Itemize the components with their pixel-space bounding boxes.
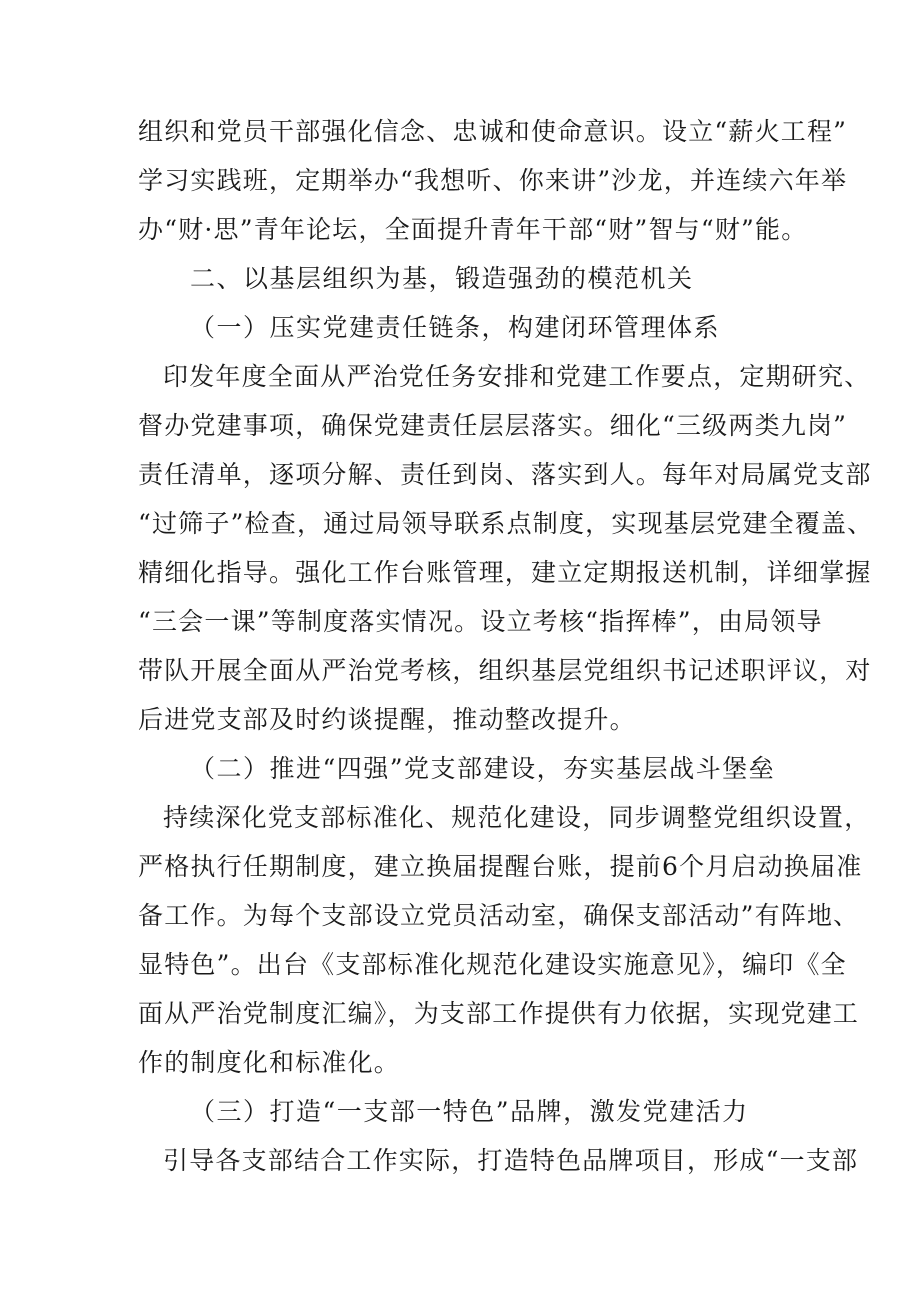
subsection-heading: （一）压实党建责任链条，构建闭环管理体系 bbox=[190, 313, 721, 342]
section-heading: 二、以基层组织为基，锻造强劲的模范机关 bbox=[190, 264, 694, 293]
body-text-line: 印发年度全面从严治党任务安排和党建工作要点，定期研究、 bbox=[163, 362, 871, 391]
body-text-line: 后进党支部及时约谈提醒，推动整改提升。 bbox=[138, 705, 636, 734]
subsection-heading: （三）打造“一支部一特色”品牌，激发党建活力 bbox=[190, 1097, 749, 1126]
body-text-line: 带队开展全面从严治党考核，组织基层党组织书记述职评议，对 bbox=[138, 656, 872, 685]
body-text-line: “三会一课”等制度落实情况。设立考核“指挥棒”，由局领导 bbox=[138, 607, 823, 636]
body-text-line: 责任清单，逐项分解、责任到岗、落实到人。每年对局属党支部 bbox=[138, 460, 872, 489]
body-text-line: 学习实践班，定期举办“我想听、你来讲”沙龙，并连续六年举 bbox=[138, 166, 848, 195]
body-text-line: 严格执行任期制度，建立换届提醒台账，提前6个月启动换届准 bbox=[138, 852, 863, 881]
body-text-line: 精细化指导。强化工作台账管理，建立定期报送机制，详细掌握 bbox=[138, 558, 872, 587]
body-text-line: 引导各支部结合工作实际，打造特色品牌项目，形成“一支部 bbox=[163, 1146, 859, 1175]
body-text-line: “过筛子”检查，通过局领导联系点制度，实现基层党建全覆盖、 bbox=[138, 509, 874, 538]
body-text-line: 面从严治党制度汇编》，为支部工作提供有力依据，实现党建工 bbox=[138, 999, 860, 1028]
body-text-line: 督办党建事项，确保党建责任层层落实。细化“三级两类九岗” bbox=[138, 411, 848, 440]
body-text-line: 组织和党员干部强化信念、忠诚和使命意识。设立“薪火工程” bbox=[138, 117, 848, 146]
body-text-line: 持续深化党支部标准化、规范化建设，同步调整党组织设置， bbox=[163, 803, 871, 832]
body-text-line: 作的制度化和标准化。 bbox=[138, 1048, 401, 1077]
body-text-line: 办“财·思”青年论坛，全面提升青年干部“财”智与“财”能。 bbox=[138, 215, 808, 244]
subsection-heading: （二）推进“四强”党支部建设，夯实基层战斗堡垒 bbox=[190, 754, 776, 783]
body-text-line: 显特色”。出台《支部标准化规范化建设实施意见》，编印《全 bbox=[138, 950, 847, 979]
body-text-line: 备工作。为每个支部设立党员活动室，确保支部活动”有阵地、 bbox=[138, 901, 860, 930]
